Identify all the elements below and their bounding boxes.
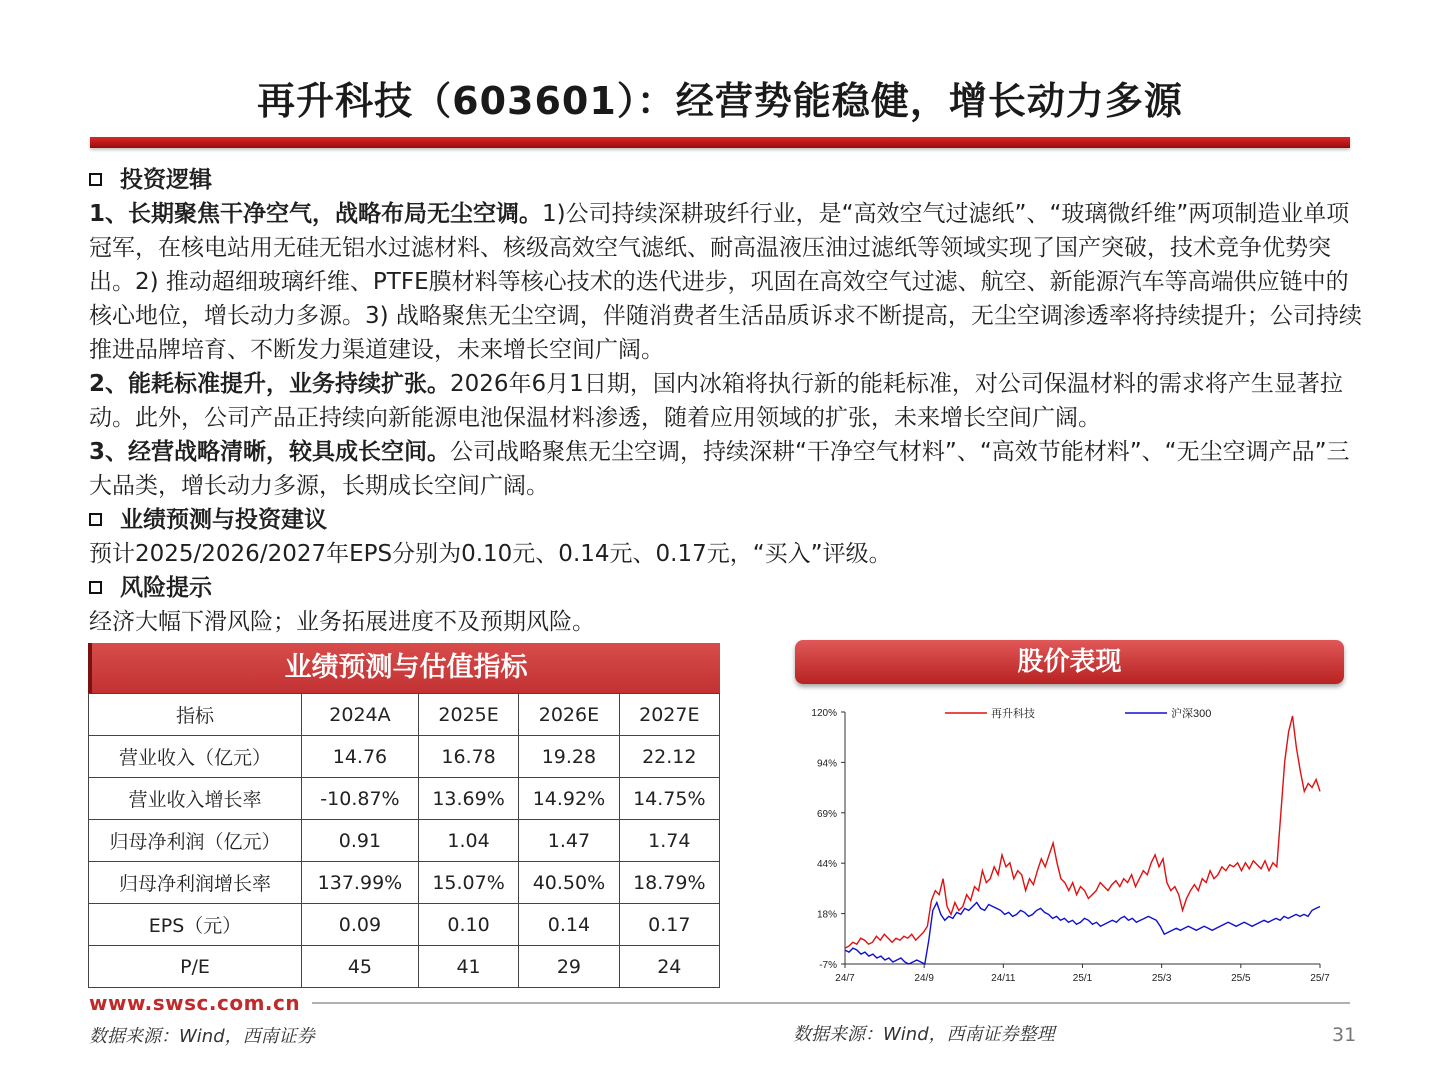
table-cell: 归母净利润增长率 bbox=[89, 862, 302, 904]
section-heading: 投资逻辑 bbox=[120, 167, 212, 193]
table-cell: 归母净利润（亿元） bbox=[89, 820, 302, 862]
section-forecast bbox=[89, 503, 1364, 537]
table-cell: 0.14 bbox=[519, 904, 619, 946]
logic-point-3 bbox=[89, 435, 1364, 503]
chart-title: 股价表现 bbox=[795, 640, 1344, 684]
table-title: 业绩预测与估值指标 bbox=[88, 643, 720, 693]
table-cell: 19.28 bbox=[519, 736, 619, 778]
report-body bbox=[89, 163, 1364, 639]
x-tick-label: 25/3 bbox=[1151, 973, 1172, 984]
table-cell: 14.76 bbox=[302, 736, 419, 778]
header-cell: 2024A bbox=[302, 694, 419, 736]
point-lead: 1、长期聚焦干净空气，战略布局无尘空调。 bbox=[89, 201, 543, 227]
x-tick-label: 25/1 bbox=[1072, 973, 1093, 984]
table-cell: EPS（元） bbox=[89, 904, 302, 946]
page-number: 31 bbox=[1332, 1024, 1357, 1046]
square-bullet-icon bbox=[89, 173, 102, 186]
forecast-table bbox=[88, 693, 720, 988]
x-tick-label: 24/11 bbox=[991, 973, 1016, 984]
y-tick-label: 69% bbox=[816, 808, 837, 820]
table-cell: 22.12 bbox=[619, 736, 719, 778]
header-cell: 指标 bbox=[89, 694, 302, 736]
forecast-table-panel bbox=[88, 643, 720, 988]
table-cell: 1.47 bbox=[519, 820, 619, 862]
table-cell: 1.74 bbox=[619, 820, 719, 862]
table-header-row bbox=[89, 694, 720, 736]
section-risk bbox=[89, 571, 1364, 605]
header-cell: 2026E bbox=[519, 694, 619, 736]
source-note-right: 数据来源：Wind，西南证券整理 bbox=[793, 1024, 1055, 1045]
table-cell: 15.07% bbox=[418, 862, 518, 904]
table-cell: 0.91 bbox=[302, 820, 419, 862]
y-tick-label: 120% bbox=[811, 708, 837, 719]
series-line-stock bbox=[845, 716, 1320, 948]
point-lead: 3、经营战略清晰，较具成长空间。 bbox=[89, 439, 451, 465]
point-text: 公司战略聚焦无尘空调，持续深耕“干净空气材料”、“高效节能材料”、“无尘空调产品”三大品类，增长动力多源，长期成长空间广阔。 bbox=[89, 439, 1350, 499]
section-investment-logic bbox=[89, 163, 1364, 197]
table-cell: 0.17 bbox=[619, 904, 719, 946]
table-cell: 41 bbox=[418, 946, 518, 988]
table-cell: 营业收入增长率 bbox=[89, 778, 302, 820]
table-row bbox=[89, 736, 720, 778]
y-tick-label: 44% bbox=[816, 859, 837, 871]
page-title: 再升科技（603601）：经营势能稳健，增长动力多源 bbox=[257, 79, 1183, 123]
table-cell: 29 bbox=[519, 946, 619, 988]
square-bullet-icon bbox=[89, 581, 102, 594]
table-cell: 13.69% bbox=[418, 778, 518, 820]
logic-point-1 bbox=[89, 197, 1364, 367]
header-cell: 2025E bbox=[418, 694, 518, 736]
x-tick-label: 24/9 bbox=[914, 973, 934, 984]
title-divider-bar bbox=[90, 137, 1350, 148]
y-tick-label: 18% bbox=[816, 909, 837, 921]
x-tick-label: 25/7 bbox=[1310, 973, 1330, 984]
footer-divider bbox=[312, 1002, 1350, 1004]
x-tick-label: 24/7 bbox=[835, 973, 855, 984]
logic-point-2 bbox=[89, 367, 1364, 435]
table-cell: -10.87% bbox=[302, 778, 419, 820]
table-cell: 18.79% bbox=[619, 862, 719, 904]
risk-text: 经济大幅下滑风险；业务拓展进度不及预期风险。 bbox=[89, 609, 595, 635]
table-row bbox=[89, 862, 720, 904]
legend-label: 沪深300 bbox=[1171, 708, 1212, 720]
table-cell: 137.99% bbox=[302, 862, 419, 904]
section-heading: 风险提示 bbox=[120, 575, 212, 601]
series-line-index bbox=[845, 903, 1320, 965]
table-row bbox=[89, 820, 720, 862]
stock-price-chart bbox=[790, 700, 1350, 990]
table-cell: 14.92% bbox=[519, 778, 619, 820]
source-note-left: 数据来源：Wind，西南证券 bbox=[89, 1026, 315, 1047]
table-cell: P/E bbox=[89, 946, 302, 988]
legend-label: 再升科技 bbox=[991, 708, 1035, 720]
y-tick-label: -7% bbox=[819, 960, 837, 971]
table-cell: 1.04 bbox=[418, 820, 518, 862]
x-tick-label: 25/5 bbox=[1231, 973, 1251, 984]
table-row bbox=[89, 946, 720, 988]
square-bullet-icon bbox=[89, 513, 102, 526]
table-cell: 0.09 bbox=[302, 904, 419, 946]
y-tick-label: 94% bbox=[816, 758, 837, 770]
table-cell: 营业收入（亿元） bbox=[89, 736, 302, 778]
point-lead: 2、能耗标准提升，业务持续扩张。 bbox=[89, 371, 451, 397]
table-cell: 0.10 bbox=[418, 904, 518, 946]
table-row bbox=[89, 778, 720, 820]
header-cell: 2027E bbox=[619, 694, 719, 736]
table-row bbox=[89, 904, 720, 946]
forecast-text: 预计2025/2026/2027年EPS分别为0.10元、0.14元、0.17元，“买入”评级。 bbox=[89, 541, 892, 567]
footer-url[interactable]: www.swsc.com.cn bbox=[89, 991, 301, 1015]
point-text: 2026年6月1日期，国内冰箱将执行新的能耗标准，对公司保温材料的需求将产生显著拉动。此外，公司产品正持续向新能源电池保温材料渗透，随着应用领域的扩张，未来增长空间广阔。 bbox=[89, 371, 1343, 431]
table-cell: 40.50% bbox=[519, 862, 619, 904]
table-cell: 16.78 bbox=[418, 736, 518, 778]
point-text: 1)公司持续深耕玻纤行业，是“高效空气过滤纸”、“玻璃微纤维”两项制造业单项冠军，在核电站用无硅无铝水过滤材料、核级高效空气滤纸、耐高温液压油过滤纸等领域实现了国产突破，技术竞争优势突出。2) 推动超细玻璃纤维、PTFE膜材料等核心技术的迭代进步，巩固在高效空气过滤、航空、新能源汽车等高端供应链中的核心地位，增长动力多源。3) 战略聚焦无尘空调，伴随消费者生活品质诉求不断提高，无尘空调渗透率将持续提升；公司持续推进品牌培育、不断发力渠道建设，未来增长空间广阔。 bbox=[89, 201, 1362, 363]
table-cell: 14.75% bbox=[619, 778, 719, 820]
table-cell: 24 bbox=[619, 946, 719, 988]
section-heading: 业绩预测与投资建议 bbox=[120, 507, 327, 533]
table-cell: 45 bbox=[302, 946, 419, 988]
